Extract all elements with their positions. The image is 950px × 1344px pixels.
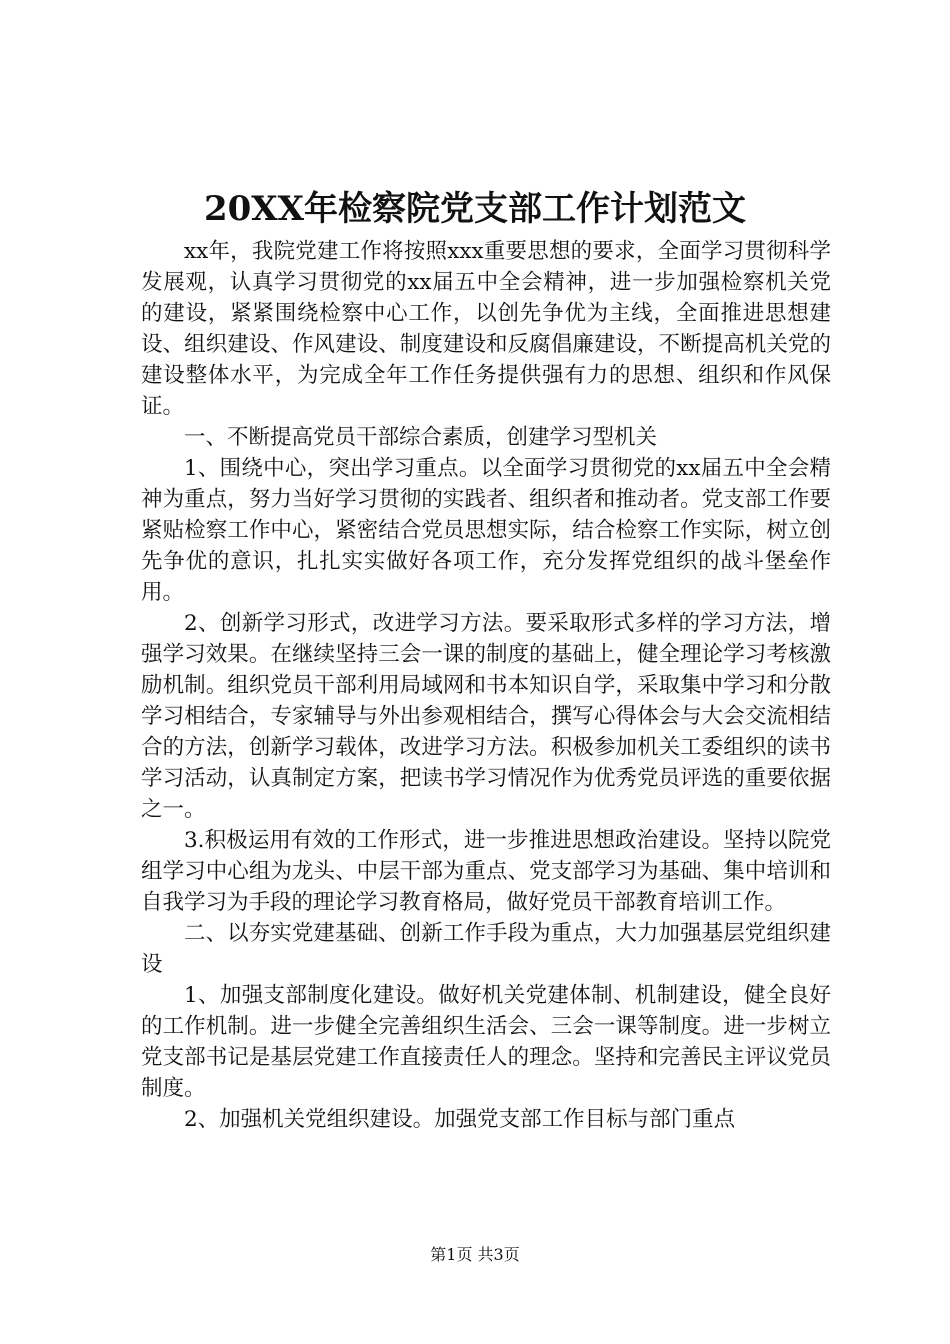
paragraph-2-2: 2、加强机关党组织建设。加强党支部工作目标与部门重点 <box>184 1107 736 1132</box>
document-title: 20XX年检察院党支部工作计划范文 <box>203 189 747 229</box>
paragraph-2-1: 1、加强支部制度化建设。做好机关党建体制、机制建设，健全良好的工作机制。进一步健全完善组织生活会、三会一课等制度。进一步树立党支部书记是基层党建工作直接责任人的理念。坚持和完善民主评议党员制度。 <box>141 983 831 1101</box>
paragraph-1-2: 2、创新学习形式，改进学习方法。要采取形式多样的学习方法，增强学习效果。在继续坚持三会一课的制度的基础上，健全理论学习考核激励机制。组织党员干部利用局域网和书本知识自学，采取集中学习和分散学习相结合，专家辅导与外出参观相结合，撰写心得体会与大会交流相结合的方法，创新学习载体，改进学习方法。积极参加机关工委组织的读书学习活动，认真制定方案，把读书学习情况作为优秀党员评选的重要依据之一。 <box>141 611 831 822</box>
paragraph-1-3: 3.积极运用有效的工作形式，进一步推进思想政治建设。坚持以院党组学习中心组为龙头、中层干部为重点、党支部学习为基础、集中培训和自我学习为手段的理论学习教育格局，做好党员干部教育培训工作。 <box>141 828 831 915</box>
document-body <box>141 236 831 1135</box>
section-heading-2: 二、以夯实党建基础、创新工作手段为重点，大力加强基层党组织建设 <box>141 921 831 977</box>
paragraph-intro: xx年，我院党建工作将按照xxx重要思想的要求，全面学习贯彻科学发展观，认真学习贯彻党的xx届五中全会精神，进一步加强检察机关党的建设，紧紧围绕检察中心工作，以创先争优为主线，全面推进思想建设、组织建设、作风建设、制度建设和反腐倡廉建设，不断提高机关党的建设整体水平，为完成全年工作任务提供强有力的思想、组织和作风保证。 <box>141 239 831 419</box>
paragraph-1-1: 1、围绕中心，突出学习重点。以全面学习贯彻党的xx届五中全会精神为重点，努力当好学习贯彻的实践者、组织者和推动者。党支部工作要紧贴检察工作中心，紧密结合党员思想实际，结合检察工作实际，树立创先争优的意识，扎扎实实做好各项工作，充分发挥党组织的战斗堡垒作用。 <box>141 456 831 605</box>
section-heading-1: 一、不断提高党员干部综合素质，创建学习型机关 <box>184 425 658 450</box>
page-number-footer: 第1页 共3页 <box>430 1245 520 1264</box>
